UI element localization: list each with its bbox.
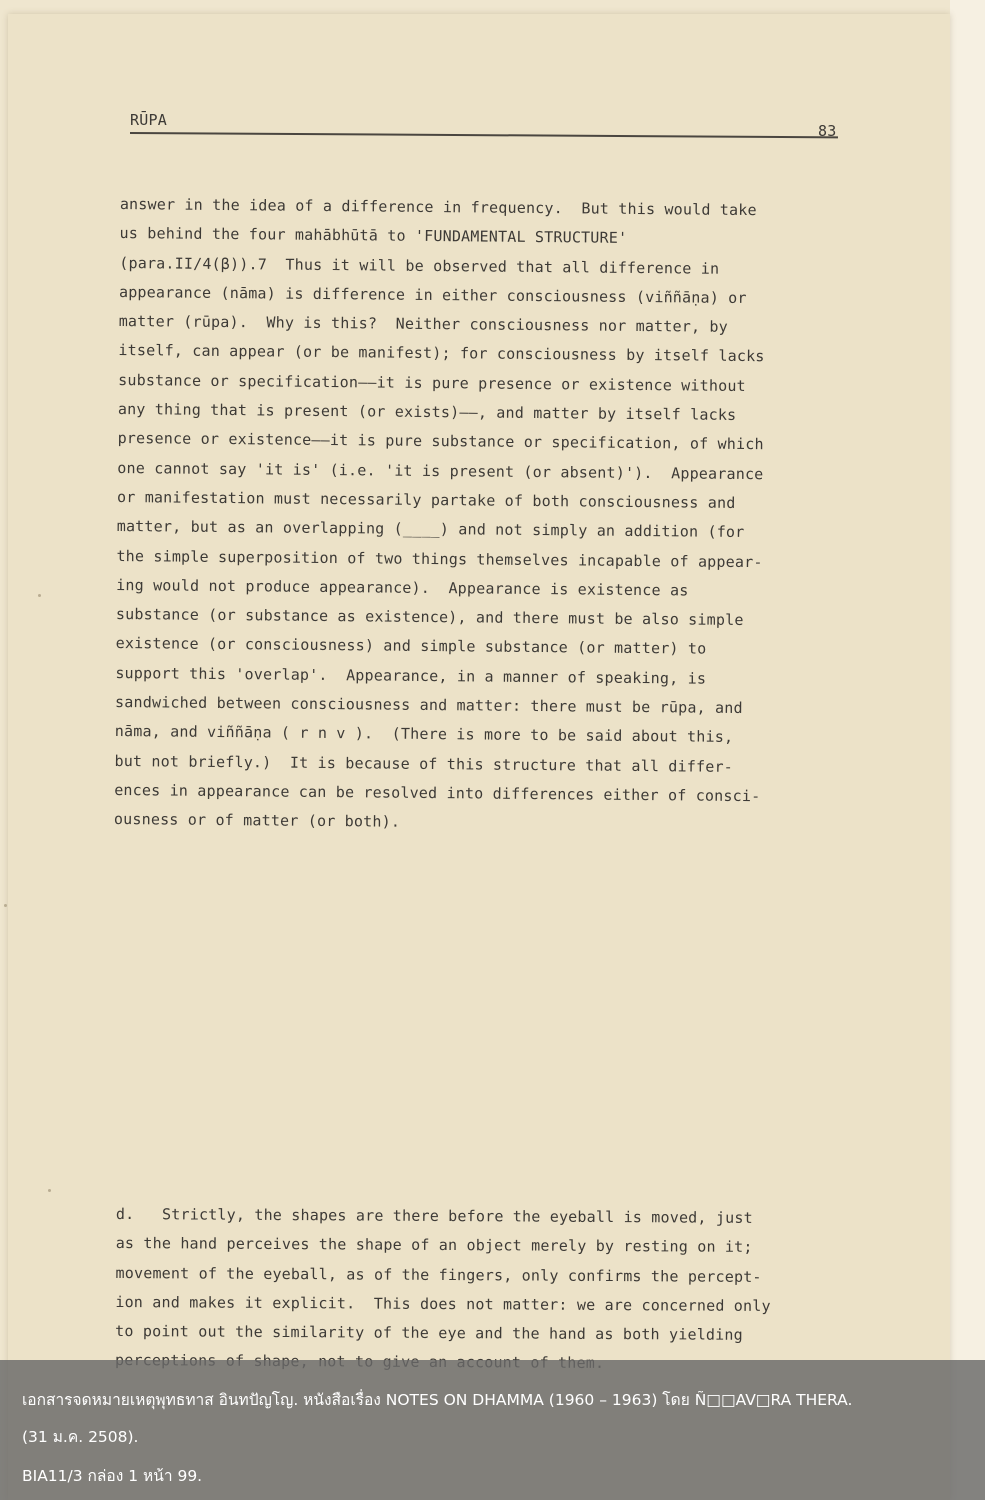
body-line: appearance (nāma) is difference in either consciousness (viññāṇa) or bbox=[118, 282, 747, 307]
footnote-line: as the hand perceives the shape of an object merely by resting on it; bbox=[115, 1234, 753, 1257]
running-head: RŪPA bbox=[130, 111, 167, 129]
body-line: (para.II/4(β)).7 Thus it will be observed that all difference in bbox=[119, 253, 720, 278]
body-line: matter, but as an overlapping (____) and not simply an addition (for bbox=[116, 517, 745, 542]
body-line: one cannot say 'it is' (i.e. 'it is present (or absent)'). Appearance bbox=[117, 458, 764, 483]
caption-date: (31 ม.ค. 2508). bbox=[22, 1428, 139, 1446]
paper-speck bbox=[38, 594, 41, 597]
body-line: ing would not produce appearance). Appearance is existence as bbox=[116, 575, 689, 600]
footnote-line: ion and makes it explicit. This does not matter: we are concerned only bbox=[115, 1292, 771, 1315]
footnote-line: movement of the eyeball, as of the fingers, only confirms the percept- bbox=[115, 1263, 762, 1286]
body-line: sandwiched between consciousness and matter: there must be rūpa, and bbox=[114, 693, 743, 718]
body-line: support this 'overlap'. Appearance, in a manner of speaking, is bbox=[115, 663, 707, 688]
body-line: itself, can appear (or be manifest); for consciousness by itself lacks bbox=[118, 341, 765, 366]
body-line: or manifestation must necessarily partake of both consciousness and bbox=[116, 487, 736, 512]
body-line: nāma, and viññāṇa ( r n v ). (There is more to be said about this, bbox=[114, 722, 734, 747]
body-line: substance or specification——it is pure presence or existence without bbox=[118, 370, 746, 395]
page-number: 83 bbox=[818, 122, 837, 140]
caption-title: เอกสารจดหมายเหตุพุทธทาส อินทปัญโญ. หนังสือเรื่อง NOTES ON DHAMMA (1960 – 1963) โดย Ñ□□AV□RA THERA. bbox=[22, 1391, 853, 1409]
paper-speck bbox=[48, 1189, 51, 1192]
body-line: ousness or of matter (or both). bbox=[113, 810, 401, 831]
body-line: matter (rūpa). Why is this? Neither consciousness nor matter, by bbox=[118, 312, 729, 337]
archive-caption-bar bbox=[0, 1360, 985, 1500]
caption-reference: BIA11/3 กล่อง 1 หน้า 99. bbox=[22, 1467, 203, 1485]
body-line: ences in appearance can be resolved into differences either of consci- bbox=[114, 780, 761, 806]
footnote-line: to point out the similarity of the eye and the hand as both yielding bbox=[115, 1322, 743, 1345]
body-line: answer in the idea of a difference in frequency. But this would take bbox=[119, 194, 757, 220]
body-line: existence (or consciousness) and simple substance (or matter) to bbox=[115, 634, 707, 659]
footnote-line: d. Strictly, the shapes are there before the eyeball is moved, just bbox=[115, 1204, 753, 1227]
body-line: any thing that is present (or exists)——, and matter by itself lacks bbox=[117, 400, 737, 425]
body-line: substance (or substance as existence), and there must be also simple bbox=[115, 605, 744, 630]
body-line: the simple superposition of two things themselves incapable of appear- bbox=[116, 546, 763, 571]
body-line: presence or existence——it is pure substance or specification, of which bbox=[117, 429, 764, 454]
footnote-d bbox=[115, 1200, 836, 1380]
body-line: but not briefly.) It is because of this structure that all differ- bbox=[114, 751, 734, 776]
main-body-text bbox=[114, 190, 840, 841]
background-edge bbox=[950, 0, 985, 1500]
paper-speck bbox=[4, 904, 7, 907]
body-line: us behind the four mahābhūtā to 'FUNDAMENTAL STRUCTURE' bbox=[119, 224, 628, 248]
